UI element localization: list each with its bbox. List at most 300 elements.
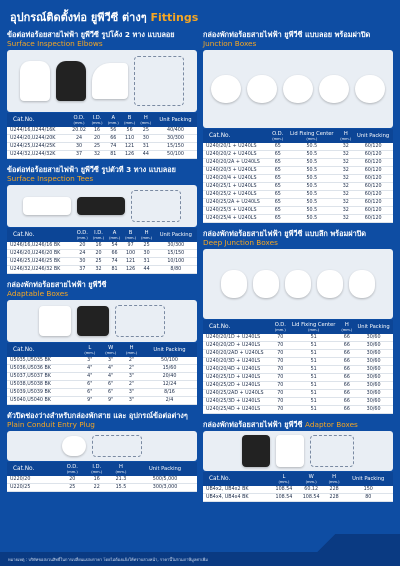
table-cell: 15.5 [109, 484, 133, 492]
table-cell: 16 [85, 476, 109, 484]
table-row [203, 390, 393, 398]
col-h: H (mm.) [325, 472, 344, 486]
table-cell: U240/25/2D + U240LS [203, 382, 273, 390]
deep-box-4 [317, 270, 343, 298]
col-unit: Unit Packing [353, 129, 393, 143]
table-cell: 50/100 [142, 357, 197, 365]
col-id: I.D. (mm.) [89, 113, 105, 127]
elbow-white-part-2 [92, 63, 128, 99]
table-cell: 51 [288, 342, 340, 350]
col-unit: Unit Packing [154, 113, 197, 127]
table-cell: 32 [338, 215, 353, 223]
table-cell: U5036,U5036 BK [7, 365, 79, 373]
table-cell: 50.5 [285, 167, 338, 175]
table-cell: 25 [89, 143, 105, 151]
table-row [203, 191, 393, 199]
table-cell: U240/25/2 + U240LS [203, 191, 270, 199]
table-row [7, 151, 197, 159]
table-cell: 121 [121, 143, 137, 151]
table-row [203, 494, 393, 502]
table-cell: 70 [273, 342, 288, 350]
table-cell: U246/25,U246/25 BK [7, 258, 74, 266]
col-cat: Cat.No. [203, 129, 270, 143]
table-cell: 30/60 [354, 342, 393, 350]
tees-title: ข้อต่อท่อร้อยสายไฟฟ้า ยูพีวีซี รูปตัวที 3 ทาง แบบลอย Surface Inspection Tees [7, 165, 176, 183]
table-cell: 30 [74, 258, 90, 266]
table-cell: 100 [123, 250, 139, 258]
adaptor-image [203, 431, 393, 471]
table-cell: 60.12 [298, 486, 325, 494]
table-row [203, 199, 393, 207]
table-cell: 32 [91, 266, 107, 274]
table-cell: 50.5 [285, 183, 338, 191]
junction-title: กล่องพักท่อร้อยสายไฟฟ้า ยูพีวีซี แบบลอย พร้อมฝาปิด Junction Boxes [203, 30, 371, 48]
table-cell: 66 [339, 358, 354, 366]
table-row [203, 486, 393, 494]
table-cell: 4" [79, 365, 100, 373]
table-cell: U240/20/2D + U240LS [203, 342, 273, 350]
deep-box-1 [221, 270, 247, 298]
table-cell: 65 [270, 143, 285, 151]
table-cell: 70 [273, 350, 288, 358]
table-cell: 2" [121, 381, 142, 389]
table-cell: 66 [339, 374, 354, 382]
col-id: I.D. (mm.) [85, 462, 109, 476]
table-cell: 30/300 [154, 135, 197, 143]
table-cell: 16 [89, 127, 105, 135]
table-row [7, 476, 197, 484]
adaptable-white-box [39, 306, 71, 336]
table-cell: 65 [270, 183, 285, 191]
table-row [203, 350, 393, 358]
table-cell: 8/16 [142, 389, 197, 397]
col-cat: Cat.No. [203, 472, 270, 486]
table-cell: U220/20 [7, 476, 60, 484]
junction-section [203, 30, 393, 223]
table-cell: 12/24 [142, 381, 197, 389]
table-cell: 32 [89, 151, 105, 159]
table-cell: 74 [107, 258, 123, 266]
table-cell: 24 [74, 250, 90, 258]
elbows-section [7, 30, 197, 159]
footer-accent-band [280, 534, 400, 552]
table-cell: 6" [79, 389, 100, 397]
table-cell: 25 [139, 242, 155, 250]
table-cell: U5037,U5037 BK [7, 373, 79, 381]
table-cell: 3" [121, 373, 142, 381]
table-cell: 50.5 [285, 215, 338, 223]
table-cell: 51 [288, 358, 340, 366]
page-title-en: Fittings [150, 11, 199, 24]
elbows-title: ข้อต่อท่อร้อยสายไฟฟ้า ยูพีวีซี รูปโค้ง 2 ทาง แบบลอย Surface Inspection Elbows [7, 30, 175, 48]
col-b: B (mm.) [123, 228, 139, 242]
junction-table [203, 129, 393, 223]
col-unit: Unit Packing [343, 472, 393, 486]
plugs-table [7, 462, 197, 492]
table-cell: U240/20/3 + U240LS [203, 167, 270, 175]
table-cell: 126 [121, 151, 137, 159]
elbow-black-part [56, 61, 86, 101]
deep-image [203, 249, 393, 319]
table-cell: UB4x2, UB4x2 BK [203, 486, 270, 494]
table-cell: 30/60 [354, 398, 393, 406]
table-cell: 56 [105, 127, 121, 135]
table-cell: 51 [288, 350, 340, 358]
table-cell: 65 [270, 151, 285, 159]
table-row [203, 374, 393, 382]
table-cell: 30/60 [354, 406, 393, 414]
adaptor-section [203, 420, 393, 502]
col-w: W (mm.) [298, 472, 325, 486]
table-cell: U244/20,U244/20K [7, 135, 69, 143]
plug-dimension-drawing [92, 435, 142, 457]
plugs-rows [7, 476, 197, 492]
table-cell: 70 [273, 374, 288, 382]
table-cell: 32 [338, 151, 353, 159]
adaptor-white-box [276, 435, 304, 467]
table-cell: 6" [100, 381, 121, 389]
table-cell: 65 [270, 167, 285, 175]
table-cell: 30 [138, 135, 154, 143]
table-cell: U5040,U5040 BK [7, 397, 79, 405]
table-cell: 60/120 [353, 151, 393, 159]
col-h: H (mm.) [121, 343, 142, 357]
elbows-rows [7, 127, 197, 159]
table-cell: 50.5 [285, 151, 338, 159]
col-id: I.D. (mm.) [91, 228, 107, 242]
table-cell: 3" [79, 357, 100, 365]
table-cell: 228 [325, 494, 344, 502]
table-cell: 51 [288, 406, 340, 414]
col-cat: Cat.No. [7, 228, 74, 242]
table-cell: 15/150 [154, 143, 197, 151]
table-cell: 66 [105, 135, 121, 143]
table-row [203, 334, 393, 342]
table-cell: 4" [79, 373, 100, 381]
col-b: B (mm.) [121, 113, 137, 127]
tee-white-part [23, 197, 71, 215]
table-cell: 30/60 [354, 350, 393, 358]
table-cell: 108.54 [298, 494, 325, 502]
tees-rows [7, 242, 197, 274]
table-cell: 31 [139, 258, 155, 266]
table-cell: 8/80 [155, 266, 197, 274]
table-cell: 25 [60, 484, 85, 492]
table-cell: 24 [69, 135, 89, 143]
table-cell: U240/20/1D + U240LS [203, 334, 273, 342]
table-cell: 66 [339, 334, 354, 342]
table-cell: 50.5 [285, 199, 338, 207]
table-cell: U220/25 [7, 484, 60, 492]
junction-rows [203, 143, 393, 223]
table-row [7, 127, 197, 135]
table-cell: U240/20/2 + U240LS [203, 151, 270, 159]
adaptable-rows [7, 357, 197, 405]
table-row [7, 242, 197, 250]
table-cell: 60/120 [353, 215, 393, 223]
table-cell: 51 [288, 398, 340, 406]
table-cell: 51 [288, 334, 340, 342]
table-cell: 60/120 [353, 175, 393, 183]
elbows-image [7, 50, 197, 112]
table-row [203, 183, 393, 191]
col-h: H (mm.) [338, 129, 353, 143]
table-cell: 25 [138, 127, 154, 135]
table-cell: 15/60 [142, 365, 197, 373]
right-column [203, 30, 393, 508]
table-row [203, 159, 393, 167]
adaptor-black-box [242, 435, 270, 467]
table-cell: U240/25/3D + U240LS [203, 398, 273, 406]
table-cell: U244/25,U244/25K [7, 143, 69, 151]
col-h: H (mm.) [138, 113, 154, 127]
table-cell: 51 [288, 374, 340, 382]
table-row [203, 167, 393, 175]
col-od: O.D. (mm.) [60, 462, 85, 476]
table-cell: 81 [107, 266, 123, 274]
adaptor-rows [203, 486, 393, 502]
table-row [7, 357, 197, 365]
table-cell: 16 [91, 242, 107, 250]
tees-image [7, 185, 197, 227]
table-cell: 6" [100, 389, 121, 397]
table-cell: U5038,U5038 BK [7, 381, 79, 389]
col-unit: Unit Packing [155, 228, 197, 242]
table-row [7, 250, 197, 258]
col-a: A (mm.) [105, 113, 121, 127]
plugs-image [7, 431, 197, 461]
table-cell: 65 [270, 215, 285, 223]
table-cell: 4" [100, 373, 121, 381]
table-row [203, 151, 393, 159]
table-cell: 2" [121, 357, 142, 365]
table-cell: 21.3 [109, 476, 133, 484]
adaptable-image [7, 300, 197, 342]
table-cell: 50.5 [285, 159, 338, 167]
junction-box-5 [355, 75, 385, 103]
table-cell: 22 [85, 484, 109, 492]
elbow-dimension-drawing [134, 56, 184, 106]
table-cell: 70 [273, 390, 288, 398]
table-cell: 66 [339, 390, 354, 398]
table-row [7, 266, 197, 274]
table-cell: U240/20/4 + U240LS [203, 175, 270, 183]
table-cell: 66 [339, 342, 354, 350]
table-row [7, 397, 197, 405]
table-cell: U5039,U5039 BK [7, 389, 79, 397]
table-cell: 9" [100, 397, 121, 405]
table-cell: 50.5 [285, 175, 338, 183]
table-cell: U5035,U5035 BK [7, 357, 79, 365]
col-cat: Cat.No. [7, 113, 69, 127]
table-cell: 30/300 [155, 242, 197, 250]
table-cell: 37 [74, 266, 90, 274]
table-cell: 66 [339, 398, 354, 406]
table-cell: U240/20/1 + U240LS [203, 143, 270, 151]
tee-black-part [77, 197, 125, 215]
table-cell: U240/20/2AD + U240LS [203, 350, 273, 358]
table-cell: 20 [60, 476, 85, 484]
table-row [7, 143, 197, 151]
adaptable-title: กล่องพักท่อร้อยสายไฟฟ้า ยูพีวีซี Adaptable Boxes [7, 280, 107, 298]
table-cell: U244/16,U244/16K [7, 127, 69, 135]
adaptable-black-box [77, 306, 109, 336]
table-cell: 65 [270, 199, 285, 207]
table-cell: 30/60 [354, 366, 393, 374]
adaptor-dimension-drawing [310, 435, 354, 467]
table-cell: UB4x4, UB4x4 BK [203, 494, 270, 502]
adaptor-title: กล่องพักท่อร้อยสายไฟฟ้า ยูพีวีซี Adaptor Boxes [203, 420, 358, 429]
table-cell: 20.02 [69, 127, 89, 135]
table-cell: 70 [273, 382, 288, 390]
table-cell: 51 [288, 382, 340, 390]
table-cell: 80 [343, 494, 393, 502]
elbow-white-part [20, 61, 50, 101]
table-cell: U246/16,U246/16 BK [7, 242, 74, 250]
col-cat: Cat.No. [7, 462, 60, 476]
table-cell: 66 [339, 406, 354, 414]
table-cell: U240/20/4D + U240LS [203, 366, 273, 374]
table-cell: 60/120 [353, 191, 393, 199]
table-row [7, 381, 197, 389]
deep-box-2 [253, 270, 279, 298]
table-cell: U240/25/4 + U240LS [203, 215, 270, 223]
table-cell: 65 [270, 159, 285, 167]
junction-box-3 [283, 75, 313, 103]
table-cell: 60/120 [353, 183, 393, 191]
table-cell: 30/60 [354, 374, 393, 382]
table-cell: 3" [100, 357, 121, 365]
footer-note: หมายเหตุ : บริษัทขอสงวนสิทธิ์ในการเปลี่ยนแปลงราคา โดยไม่ต้องแจ้งให้ทราบล่วงหน้า, ราคานี้ไม่รวมภาษีมูลค่าเพิ่ม [0, 552, 400, 566]
col-h: H (mm.) [109, 462, 133, 476]
table-cell: 3" [121, 389, 142, 397]
table-cell: 32 [338, 191, 353, 199]
table-cell: 6" [79, 381, 100, 389]
col-od: O.D. (mm.) [69, 113, 89, 127]
table-cell: 32 [338, 183, 353, 191]
table-cell: U240/25/1 + U240LS [203, 183, 270, 191]
table-cell: U246/32,U246/32 BK [7, 266, 74, 274]
table-cell: 108.54 [270, 494, 297, 502]
plugs-section [7, 411, 197, 492]
col-h: H (mm.) [341, 322, 353, 332]
table-row [203, 175, 393, 183]
junction-box-1 [211, 75, 241, 103]
table-cell: 54 [107, 242, 123, 250]
table-cell: 32 [338, 167, 353, 175]
table-cell: 30/60 [354, 358, 393, 366]
table-cell: 30/60 [354, 382, 393, 390]
table-cell: 60/120 [353, 143, 393, 151]
deep-title: กล่องพักท่อร้อยสายไฟฟ้า ยูพีวีซี แบบลึก พร้อมฝาปิด Deep Junction Boxes [203, 229, 367, 247]
table-cell: 40/400 [154, 127, 197, 135]
col-cat: Cat.No. [7, 343, 79, 357]
table-cell: U244/32,U244/32K [7, 151, 69, 159]
table-cell: 150 [343, 486, 393, 494]
page-title [10, 8, 198, 26]
deep-rows [203, 334, 393, 414]
table-cell: 32 [338, 159, 353, 167]
table-cell: 108.54 [270, 486, 297, 494]
table-cell: 30/60 [354, 334, 393, 342]
table-cell: 20 [91, 250, 107, 258]
adaptor-table [203, 472, 393, 502]
col-od: O.D. (mm.) [270, 129, 285, 143]
table-cell: 2/4 [142, 397, 197, 405]
table-cell: 70 [273, 366, 288, 374]
table-cell: 32 [338, 143, 353, 151]
col-unit: Unit Packing [354, 320, 393, 334]
junction-image [203, 50, 393, 128]
col-w: W (mm.) [100, 343, 121, 357]
table-row [203, 406, 393, 414]
table-cell: 65 [270, 207, 285, 215]
table-cell: 126 [123, 266, 139, 274]
table-cell: 65 [270, 175, 285, 183]
table-cell: 20/40 [142, 373, 197, 381]
table-cell: 20 [74, 242, 90, 250]
table-row [203, 215, 393, 223]
table-cell: 121 [123, 258, 139, 266]
table-cell: 60/120 [353, 159, 393, 167]
table-cell: 3" [121, 397, 142, 405]
table-cell: 300/3,000 [133, 484, 197, 492]
table-cell: 60/120 [353, 207, 393, 215]
table-cell: 60/120 [353, 167, 393, 175]
table-cell: 31 [138, 143, 154, 151]
table-cell: U240/25/2AD + U240LS [203, 390, 273, 398]
table-cell: 50.5 [285, 207, 338, 215]
table-cell: 66 [339, 366, 354, 374]
table-cell: 60/120 [353, 199, 393, 207]
table-row [203, 207, 393, 215]
table-cell: 66 [107, 250, 123, 258]
col-h: H (mm.) [139, 228, 155, 242]
table-row [7, 373, 197, 381]
table-cell: 30 [139, 250, 155, 258]
table-cell: 37 [69, 151, 89, 159]
table-cell: 15/150 [155, 250, 197, 258]
table-cell: U240/25/3 + U240LS [203, 207, 270, 215]
deep-table [203, 320, 393, 414]
adaptable-section [7, 280, 197, 405]
table-cell: 30/60 [354, 390, 393, 398]
table-cell: 500/5,000 [133, 476, 197, 484]
table-cell: 70 [273, 406, 288, 414]
table-row [7, 484, 197, 492]
table-row [7, 389, 197, 397]
table-row [203, 366, 393, 374]
table-cell: 70 [273, 358, 288, 366]
table-row [203, 358, 393, 366]
elbows-table [7, 113, 197, 159]
table-cell: 97 [123, 242, 139, 250]
table-cell: 44 [138, 151, 154, 159]
col-cat: Cat.No. [203, 320, 273, 334]
tee-dimension-drawing [131, 190, 181, 222]
tees-table [7, 228, 197, 274]
left-column [7, 30, 197, 498]
table-cell: 32 [338, 207, 353, 215]
table-cell: U240/25/1D + U240LS [203, 374, 273, 382]
table-cell: 56 [121, 127, 137, 135]
table-row [203, 382, 393, 390]
table-cell: 30 [69, 143, 89, 151]
col-l: L (mm.) [79, 343, 100, 357]
table-cell: 9" [79, 397, 100, 405]
table-cell: U240/25/4D + U240LS [203, 406, 273, 414]
col-a: A (mm.) [107, 228, 123, 242]
